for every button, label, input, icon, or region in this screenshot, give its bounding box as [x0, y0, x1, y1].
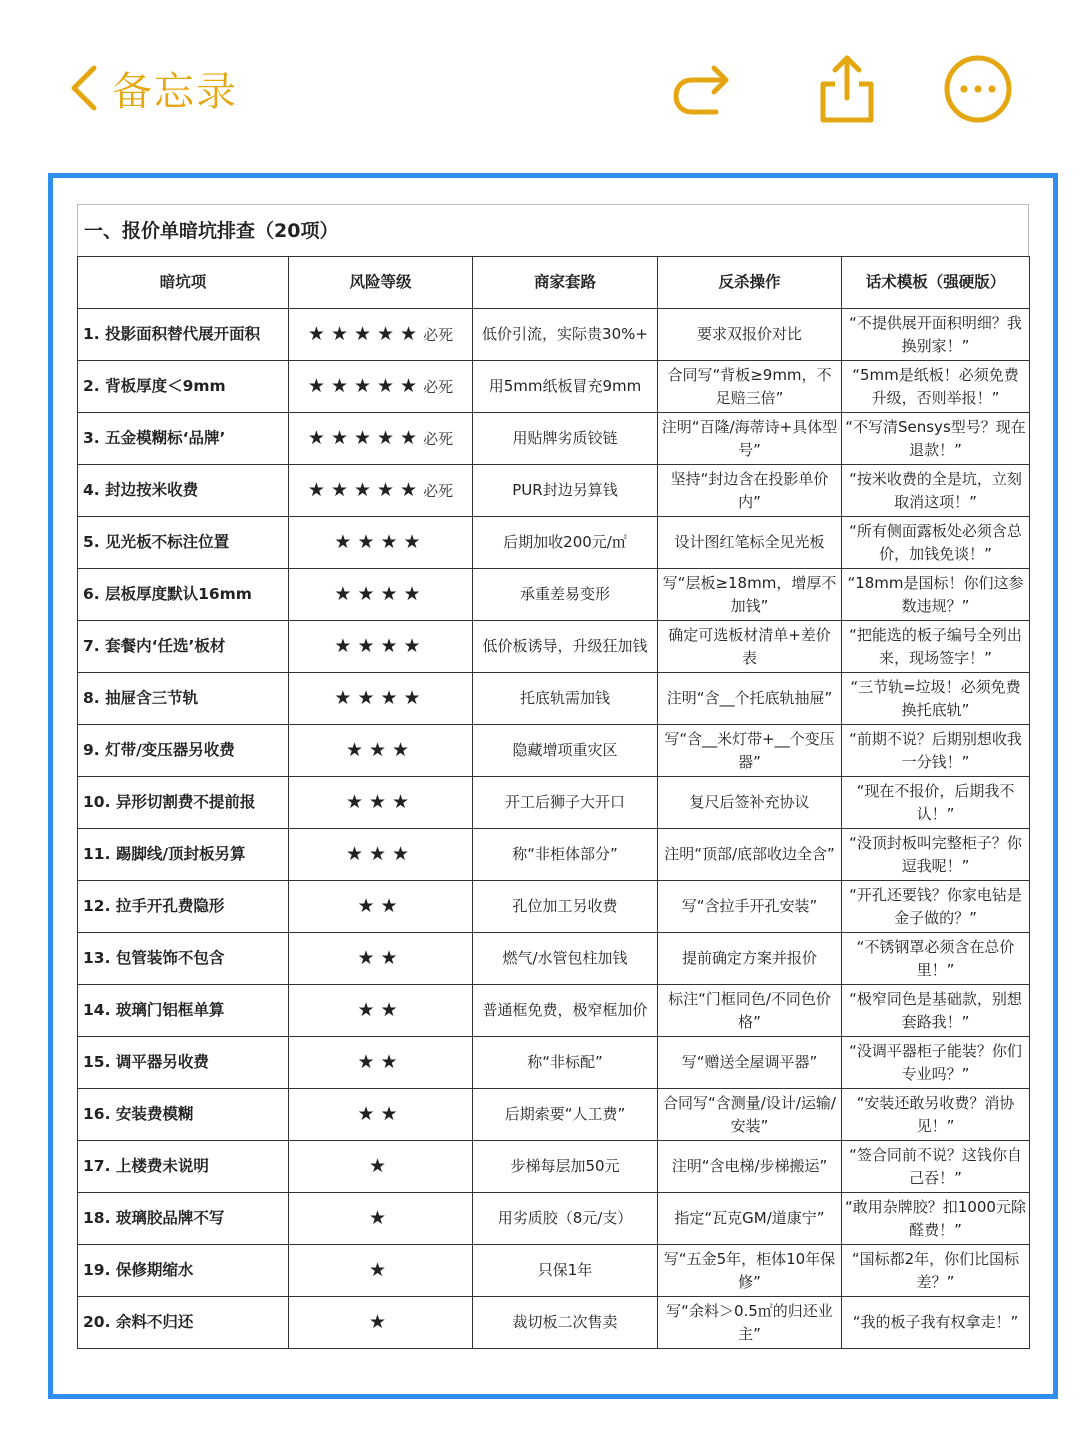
risk-stars: ★★★★★: [307, 478, 424, 501]
pitfall-item-cell: 20. 余料不归还: [78, 1297, 289, 1349]
script-template-cell: “没顶封板叫完整柜子？你逗我呢！”: [842, 829, 1030, 881]
table-row: [78, 673, 1030, 725]
risk-stars: ★: [368, 1258, 393, 1281]
table-row: [78, 413, 1030, 465]
pitfall-item-cell: 5. 见光板不标注位置: [78, 517, 289, 569]
merchant-tactic-cell: 普通框免费，极窄框加价: [473, 985, 658, 1037]
risk-level-cell: [289, 1193, 473, 1245]
risk-level-cell: [289, 569, 473, 621]
pitfall-item-cell: 1. 投影面积替代展开面积: [78, 309, 289, 361]
counter-action-cell: 注明“含电梯/步梯搬运”: [658, 1141, 842, 1193]
script-template-cell: “极窄同色是基础款，别想套路我！”: [842, 985, 1030, 1037]
redo-icon[interactable]: [666, 52, 738, 124]
risk-stars: ★★: [357, 946, 404, 969]
table-row: [78, 725, 1030, 777]
pitfall-table: [77, 256, 1030, 1349]
header-merchant-tactic: 商家套路: [473, 257, 658, 309]
risk-level-cell: [289, 933, 473, 985]
merchant-tactic-cell: 称“非标配”: [473, 1037, 658, 1089]
back-label: 备忘录: [112, 68, 238, 115]
risk-level-cell: [289, 673, 473, 725]
risk-stars: ★★★: [345, 738, 416, 761]
risk-level-cell: [289, 881, 473, 933]
pitfall-item-cell: 4. 封边按米收费: [78, 465, 289, 517]
risk-level-cell: [289, 517, 473, 569]
script-template-cell: “安装还敢另收费？消协见！”: [842, 1089, 1030, 1141]
counter-action-cell: 坚持“封边含在投影单价内”: [658, 465, 842, 517]
merchant-tactic-cell: 用劣质胶（8元/支）: [473, 1193, 658, 1245]
counter-action-cell: 合同写“背板≥9mm，不足赔三倍”: [658, 361, 842, 413]
risk-level-cell: [289, 361, 473, 413]
merchant-tactic-cell: 承重差易变形: [473, 569, 658, 621]
pitfall-item-cell: 7. 套餐内‘任选’板材: [78, 621, 289, 673]
script-template-cell: “按米收费的全是坑，立刻取消这项！”: [842, 465, 1030, 517]
risk-stars: ★★: [357, 1102, 404, 1125]
merchant-tactic-cell: PUR封边另算钱: [473, 465, 658, 517]
counter-action-cell: 指定“瓦克GM/道康宁”: [658, 1193, 842, 1245]
counter-action-cell: 标注“门框同色/不同色价格”: [658, 985, 842, 1037]
risk-level-cell: [289, 1245, 473, 1297]
risk-stars: ★★: [357, 894, 404, 917]
risk-level-cell: [289, 621, 473, 673]
script-template-cell: “没调平器柜子能装？你们专业吗？”: [842, 1037, 1030, 1089]
note-image-frame: [48, 173, 1058, 1399]
counter-action-cell: 确定可选板材清单+差价表: [658, 621, 842, 673]
counter-action-cell: 写“余料＞0.5㎡的归还业主”: [658, 1297, 842, 1349]
counter-action-cell: 注明“含__个托底轨抽屉”: [658, 673, 842, 725]
merchant-tactic-cell: 只保1年: [473, 1245, 658, 1297]
risk-stars: ★★★★: [334, 634, 427, 657]
table-row: [78, 517, 1030, 569]
risk-level-cell: [289, 1297, 473, 1349]
pitfall-item-cell: 3. 五金模糊标‘品牌’: [78, 413, 289, 465]
counter-action-cell: 提前确定方案并报价: [658, 933, 842, 985]
script-template-cell: “签合同前不说？这钱你自己吞！”: [842, 1141, 1030, 1193]
script-template-cell: “现在不报价，后期我不认！”: [842, 777, 1030, 829]
merchant-tactic-cell: 燃气/水管包柱加钱: [473, 933, 658, 985]
pitfall-item-cell: 13. 包管装饰不包含: [78, 933, 289, 985]
risk-level-cell: [289, 465, 473, 517]
script-template-cell: “5mm是纸板！必须免费升级，否则举报！”: [842, 361, 1030, 413]
share-icon[interactable]: [811, 52, 883, 124]
pitfall-item-cell: 9. 灯带/变压器另收费: [78, 725, 289, 777]
risk-stars: ★: [368, 1206, 393, 1229]
script-template-cell: “敢用杂牌胶？扣1000元除醛费！”: [842, 1193, 1030, 1245]
pitfall-item-cell: 14. 玻璃门铝框单算: [78, 985, 289, 1037]
risk-stars: ★★★: [345, 790, 416, 813]
risk-level-cell: [289, 777, 473, 829]
table-header-row: [78, 257, 1030, 309]
risk-level-cell: [289, 1089, 473, 1141]
pitfall-item-cell: 12. 拉手开孔费隐形: [78, 881, 289, 933]
script-template-cell: “前期不说？后期别想收我一分钱！”: [842, 725, 1030, 777]
risk-note: 必死: [423, 481, 454, 500]
pitfall-item-cell: 11. 踢脚线/顶封板另算: [78, 829, 289, 881]
risk-note: 必死: [423, 429, 454, 448]
merchant-tactic-cell: 裁切板二次售卖: [473, 1297, 658, 1349]
merchant-tactic-cell: 用5mm纸板冒充9mm: [473, 361, 658, 413]
risk-stars: ★★★★: [334, 686, 427, 709]
pitfall-item-cell: 17. 上楼费未说明: [78, 1141, 289, 1193]
merchant-tactic-cell: 孔位加工另收费: [473, 881, 658, 933]
risk-level-cell: [289, 985, 473, 1037]
pitfall-item-cell: 15. 调平器另收费: [78, 1037, 289, 1089]
back-button[interactable]: [66, 58, 238, 118]
risk-level-cell: [289, 309, 473, 361]
risk-stars: ★★★: [345, 842, 416, 865]
counter-action-cell: 注明“顶部/底部收边全含”: [658, 829, 842, 881]
merchant-tactic-cell: 低价引流，实际贵30%+: [473, 309, 658, 361]
more-icon[interactable]: [943, 54, 1013, 124]
quote-pitfall-document: [77, 204, 1029, 1349]
table-row: [78, 1245, 1030, 1297]
counter-action-cell: 合同写“含测量/设计/运输/安装”: [658, 1089, 842, 1141]
table-row: [78, 777, 1030, 829]
merchant-tactic-cell: 托底轨需加钱: [473, 673, 658, 725]
pitfall-item-cell: 10. 异形切割费不提前报: [78, 777, 289, 829]
table-row: [78, 1193, 1030, 1245]
pitfall-item-cell: 6. 层板厚度默认16mm: [78, 569, 289, 621]
script-template-cell: “国标都2年，你们比国标差？”: [842, 1245, 1030, 1297]
counter-action-cell: 复尺后签补充协议: [658, 777, 842, 829]
script-template-cell: “开孔还要钱？你家电钻是金子做的？”: [842, 881, 1030, 933]
script-template-cell: “不提供展开面积明细？我换别家！”: [842, 309, 1030, 361]
script-template-cell: “三节轨=垃圾！必须免费换托底轨”: [842, 673, 1030, 725]
navigation-bar: [0, 0, 1080, 170]
counter-action-cell: 写“五金5年，柜体10年保修”: [658, 1245, 842, 1297]
counter-action-cell: 注明“百隆/海蒂诗+具体型号”: [658, 413, 842, 465]
header-counter-action: 反杀操作: [658, 257, 842, 309]
pitfall-item-cell: 16. 安装费模糊: [78, 1089, 289, 1141]
table-row: [78, 985, 1030, 1037]
counter-action-cell: 写“含拉手开孔安装”: [658, 881, 842, 933]
risk-stars: ★★★★★: [307, 374, 424, 397]
risk-stars: ★★★★★: [307, 322, 424, 345]
pitfall-item-cell: 18. 玻璃胶品牌不写: [78, 1193, 289, 1245]
risk-stars: ★★: [357, 998, 404, 1021]
document-title: 一、报价单暗坑排查（20项）: [77, 204, 1029, 256]
pitfall-item-cell: 19. 保修期缩水: [78, 1245, 289, 1297]
risk-level-cell: [289, 725, 473, 777]
risk-level-cell: [289, 413, 473, 465]
risk-stars: ★: [368, 1154, 393, 1177]
counter-action-cell: 要求双报价对比: [658, 309, 842, 361]
risk-note: 必死: [423, 377, 454, 396]
table-row: [78, 361, 1030, 413]
table-row: [78, 621, 1030, 673]
merchant-tactic-cell: 用贴牌劣质铰链: [473, 413, 658, 465]
counter-action-cell: 写“层板≥18mm，增厚不加钱”: [658, 569, 842, 621]
table-body: [78, 309, 1030, 1349]
risk-level-cell: [289, 829, 473, 881]
table-row: [78, 465, 1030, 517]
merchant-tactic-cell: 后期索要“人工费”: [473, 1089, 658, 1141]
script-template-cell: “把能选的板子编号全列出来，现场签字！”: [842, 621, 1030, 673]
script-template-cell: “不锈钢罩必须含在总价里！”: [842, 933, 1030, 985]
header-script-template: 话术模板（强硬版）: [842, 257, 1030, 309]
table-row: [78, 1037, 1030, 1089]
risk-stars: ★: [368, 1310, 393, 1333]
merchant-tactic-cell: 低价板诱导，升级狂加钱: [473, 621, 658, 673]
header-pitfall-item: 暗坑项: [78, 257, 289, 309]
table-row: [78, 1141, 1030, 1193]
table-row: [78, 1089, 1030, 1141]
pitfall-item-cell: 8. 抽屉含三节轨: [78, 673, 289, 725]
risk-level-cell: [289, 1037, 473, 1089]
merchant-tactic-cell: 开工后狮子大开口: [473, 777, 658, 829]
script-template-cell: “18mm是国标！你们这参数违规？”: [842, 569, 1030, 621]
counter-action-cell: 写“含__米灯带+__个变压器”: [658, 725, 842, 777]
counter-action-cell: 写“赠送全屋调平器”: [658, 1037, 842, 1089]
merchant-tactic-cell: 隐藏增项重灾区: [473, 725, 658, 777]
table-row: [78, 309, 1030, 361]
risk-stars: ★★★★: [334, 582, 427, 605]
risk-stars: ★★: [357, 1050, 404, 1073]
merchant-tactic-cell: 称“非柜体部分”: [473, 829, 658, 881]
counter-action-cell: 设计图红笔标全见光板: [658, 517, 842, 569]
script-template-cell: “所有侧面露板处必须含总价，加钱免谈！”: [842, 517, 1030, 569]
table-row: [78, 829, 1030, 881]
table-row: [78, 569, 1030, 621]
table-row: [78, 1297, 1030, 1349]
merchant-tactic-cell: 步梯每层加50元: [473, 1141, 658, 1193]
header-risk-level: 风险等级: [289, 257, 473, 309]
risk-stars: ★★★★★: [307, 426, 424, 449]
risk-level-cell: [289, 1141, 473, 1193]
merchant-tactic-cell: 后期加收200元/㎡: [473, 517, 658, 569]
pitfall-item-cell: 2. 背板厚度＜9mm: [78, 361, 289, 413]
chevron-left-icon: [66, 62, 102, 114]
risk-stars: ★★★★: [334, 530, 427, 553]
table-row: [78, 881, 1030, 933]
table-row: [78, 933, 1030, 985]
script-template-cell: “不写清Sensys型号？现在退款！”: [842, 413, 1030, 465]
script-template-cell: “我的板子我有权拿走！”: [842, 1297, 1030, 1349]
risk-note: 必死: [423, 325, 454, 344]
